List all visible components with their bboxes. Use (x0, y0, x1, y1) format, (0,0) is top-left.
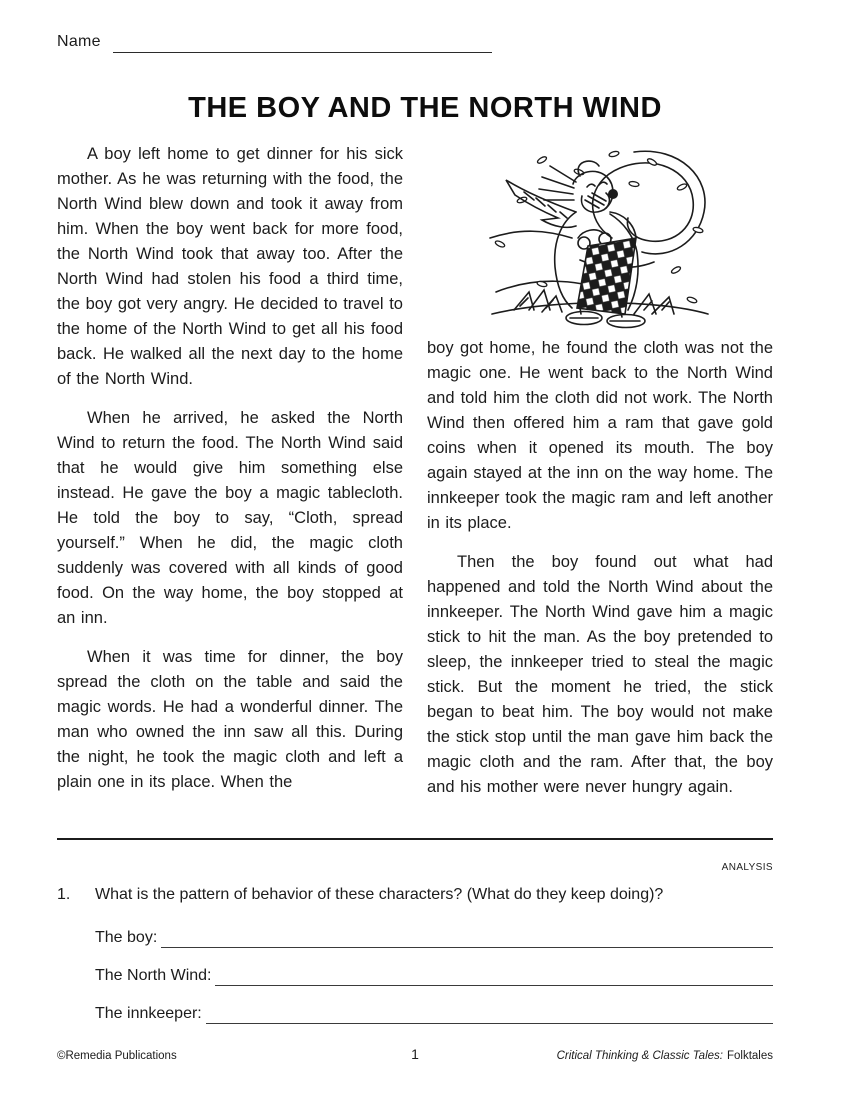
page-number: 1 (411, 1046, 419, 1062)
answer-row-north-wind (95, 960, 773, 986)
section-divider (57, 838, 773, 840)
answer-label: The North Wind: (95, 967, 212, 984)
answer-row-innkeeper (95, 998, 773, 1024)
answer-blank-innkeeper[interactable] (206, 1002, 773, 1024)
name-row (57, 33, 492, 53)
answer-row-boy (95, 922, 773, 948)
story-right-column (427, 142, 773, 814)
answer-label: The boy: (95, 929, 158, 946)
story-paragraph: Then the boy found out what had happened and told the North Wind about the innkeeper. The North Wind gave him a magic stick to hit the man. As the boy pretended to sleep, the innkeeper tried to steal the magic stick. But the moment he tried, the stick began to beat him. The boy would not make the stick stop until the man gave him back the magic cloth and the ram. After that, the boy and his mother were never hungry again. (427, 553, 773, 796)
name-blank[interactable] (113, 33, 492, 53)
story-columns (57, 142, 773, 814)
boy-in-north-wind-illustration (484, 142, 716, 330)
illustration-container (427, 142, 773, 330)
series-title-italic: Critical Thinking & Classic Tales: (556, 1050, 723, 1062)
question-number: 1. (57, 886, 71, 903)
analysis-section-label: ANALYSIS (721, 862, 773, 873)
answer-blank-north-wind[interactable] (215, 964, 773, 986)
series-title (419, 1050, 773, 1062)
question-1 (57, 886, 773, 904)
story-left-column (57, 142, 403, 814)
page-footer (57, 1046, 773, 1062)
story-paragraph: When he arrived, he asked the North Wind to return the food. The North Wind said that he would give him something else instead. He gave the boy a magic tablecloth. He told the boy to say, “Cloth, spread yourself.” When he did, the magic cloth suddenly was covered with all kinds of good food. On the way home, the boy stopped at an inn. (57, 409, 403, 627)
answer-blank-boy[interactable] (161, 926, 773, 948)
page-title: THE BOY AND THE NORTH WIND (188, 92, 662, 124)
story-paragraph: boy got home, he found the cloth was not the magic one. He went back to the North Wind and told him the cloth did not work. The North Wind then offered him a ram that gave gold coins when it opened its mouth. The boy again stayed at the inn on the way home. The innkeeper took the magic ram and left another in its place. (427, 339, 773, 532)
question-text: What is the pattern of behavior of these characters? (What do they keep doing)? (95, 886, 664, 903)
answer-label: The innkeeper: (95, 1005, 202, 1022)
publisher-credit: ©Remedia Publications (57, 1050, 177, 1062)
name-label: Name (57, 33, 101, 50)
story-paragraph: A boy left home to get dinner for his sick mother. As he was returning with the food, the North Wind blew down and took it away from him. When the boy went back for more food, the North Wind took that away too. After the North Wind had stolen his food a third time, the boy got very angry. He decided to travel to the home of the North Wind to get all his food back. He walked all the next day to the home of the North Wind. (57, 145, 403, 388)
story-paragraph: When it was time for dinner, the boy spread the cloth on the table and said the magic words. He had a wonderful dinner. The man who owned the inn saw all this. During the night, he took the magic cloth and left a plain one in its place. When the (57, 648, 403, 791)
series-title-regular: Folktales (726, 1050, 774, 1062)
